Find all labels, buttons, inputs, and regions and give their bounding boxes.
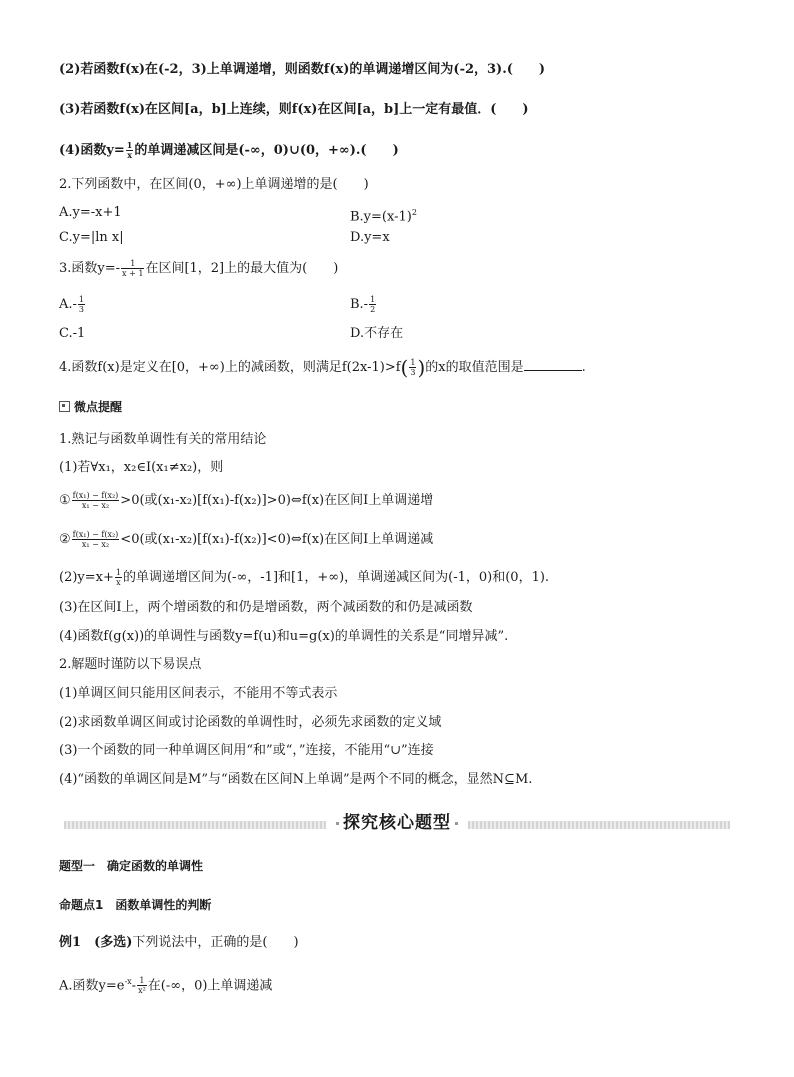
- tip-line: (1)若∀x₁，x₂∈I(x₁≠x₂)，则: [59, 460, 224, 475]
- q4-post: 的x的取值范围是: [425, 360, 524, 375]
- question-3-option-b: [350, 295, 377, 314]
- judge-item-4-pre: (4)函数y=: [59, 143, 125, 158]
- optA-mid: -: [131, 978, 137, 994]
- fraction: [121, 259, 144, 278]
- fraction-num: 1: [126, 140, 133, 150]
- question-3-option-d: D.不存在: [350, 326, 404, 341]
- example-1-option-a: [59, 973, 272, 995]
- banner-dot: [455, 822, 458, 825]
- question-2-option-c: C.y=|ln x|: [59, 230, 124, 245]
- fraction: [137, 976, 147, 995]
- q3a-pre: A.-: [59, 297, 77, 312]
- fraction-den: 3: [410, 368, 416, 377]
- formula-marker: ②: [59, 532, 71, 547]
- formula-text: >0(或(x₁-x₂)[f(x₁)-f(x₂)]>0)⇔f(x)在区间I上单调递增: [120, 493, 434, 508]
- fraction-num: 1: [115, 568, 121, 577]
- q3-post: 在区间[1，2]上的最大值为( ): [145, 261, 339, 276]
- tip-line-2: [59, 568, 549, 587]
- question-2-option-d: D.y=x: [350, 230, 390, 245]
- option-b-text: B.y=(x-1): [350, 209, 412, 225]
- example-tag: (多选): [94, 935, 133, 950]
- fraction-den: x: [127, 150, 132, 160]
- optA-post: 在(-∞，0)上单调递减: [147, 978, 273, 994]
- optA-sup: -x: [124, 977, 132, 986]
- fraction: [78, 295, 85, 314]
- fraction-den: x²: [138, 986, 146, 996]
- tip-line: (2)求函数单调区间或讨论函数的单调性时，必须先求函数的定义域: [59, 715, 442, 730]
- paren-right: ): [417, 355, 426, 380]
- note-icon: [59, 401, 70, 412]
- fraction-den: 3: [78, 305, 85, 314]
- tips-heading: [59, 398, 122, 416]
- question-2-stem: 2.下列函数中，在区间(0，+∞)上单调递增的是( ): [59, 177, 369, 192]
- example-label: 例1: [59, 935, 82, 950]
- fraction-den: 2: [370, 305, 376, 314]
- banner-dot: [336, 822, 339, 825]
- section-banner: [64, 811, 730, 835]
- fraction-den: x₁ − x₂: [81, 501, 110, 510]
- paren-left: (: [400, 355, 409, 380]
- t2-post: 的单调递增区间为(-∞，-1]和[1，+∞)，单调递减区间为(-1，0)和(0，1).: [122, 570, 550, 585]
- tip-line: 1.熟记与函数单调性有关的常用结论: [59, 432, 267, 447]
- tips-heading-text: 微点提醒: [74, 400, 123, 414]
- fraction: [72, 491, 120, 510]
- judge-item-4: [59, 141, 399, 160]
- fraction-num: 1: [78, 295, 85, 304]
- fraction-num: 1: [410, 358, 416, 367]
- banner-title: [326, 811, 468, 835]
- tip-line: (4)函数f(g(x))的单调性与函数y=f(u)和u=g(x)的单调性的关系是“同增异减”.: [59, 629, 509, 644]
- fraction-den: x + 1: [122, 269, 144, 278]
- fraction-den: x: [116, 578, 121, 587]
- tip-line: 2.解题时谨防以下易误点: [59, 657, 202, 672]
- q3b-pre: B.-: [350, 297, 369, 312]
- formula-text: <0(或(x₁-x₂)[f(x₁)-f(x₂)]<0)⇔f(x)在区间I上单调递减: [120, 532, 434, 547]
- answer-blank[interactable]: [524, 358, 582, 371]
- question-3-option-a: [59, 295, 86, 314]
- tip-line: (1)单调区间只能用区间表示，不能用不等式表示: [59, 686, 338, 701]
- fraction: [409, 358, 416, 377]
- tip-line: (4)“函数的单调区间是M”与“函数在区间N上单调”是两个不同的概念，显然N⊆M.: [59, 772, 533, 787]
- fraction-num: 1: [121, 259, 144, 269]
- example-1: [59, 934, 299, 952]
- formula-marker: ①: [59, 493, 71, 508]
- t2-pre: (2)y=x+: [59, 570, 114, 585]
- optA-pre: A.函数y=e: [59, 978, 125, 994]
- fraction-num: f(x₁) − f(x₂): [72, 530, 119, 539]
- judge-item-3: (3)若函数f(x)在区间[a，b]上连续，则f(x)在区间[a，b]上一定有最值．( ): [59, 102, 529, 117]
- question-4-stem: [59, 355, 586, 380]
- fraction: [115, 568, 122, 587]
- judge-item-2: (2)若函数f(x)在(-2，3)上单调递增，则函数f(x)的单调递增区间为(-2，3).( ): [59, 62, 546, 77]
- banner-title-text: 探究核心题型: [343, 813, 451, 833]
- fraction: [72, 530, 120, 549]
- example-stem: 下列说法中，正确的是( ): [132, 935, 299, 950]
- fraction-num: f(x₁) − f(x₂): [72, 491, 119, 500]
- tip-line: (3)一个函数的同一种单调区间用“和”或“，”连接，不能用“∪”连接: [59, 743, 434, 758]
- tip-formula-2: [59, 530, 433, 549]
- proposition-heading: 命题点1 函数单调性的判断: [59, 898, 212, 912]
- option-b-sup: 2: [411, 208, 417, 217]
- fraction-num: 1: [137, 976, 147, 986]
- fraction: [369, 295, 376, 314]
- judge-item-4-post: 的单调递减区间是(-∞，0)∪(0，+∞).( ): [134, 143, 399, 158]
- fraction-den: x₁ − x₂: [81, 540, 110, 549]
- q4-end: .: [581, 360, 586, 375]
- question-2-option-b: [350, 204, 417, 226]
- question-3-stem: [59, 259, 338, 278]
- q4-pre: 4.函数f(x)是定义在[0，+∞)上的减函数，则满足f(2x-1)>f: [59, 360, 401, 375]
- fraction-num: 1: [370, 295, 376, 304]
- question-type-heading: 题型一 确定函数的单调性: [59, 859, 204, 873]
- q3-pre: 3.函数y=-: [59, 261, 121, 276]
- tip-line: (3)在区间I上，两个增函数的和仍是增函数，两个减函数的和仍是减函数: [59, 600, 473, 615]
- tip-formula-1: [59, 491, 433, 510]
- fraction: [126, 141, 134, 160]
- question-3-option-c: C.-1: [59, 326, 86, 341]
- question-2-option-a: A.y=-x+1: [59, 205, 122, 220]
